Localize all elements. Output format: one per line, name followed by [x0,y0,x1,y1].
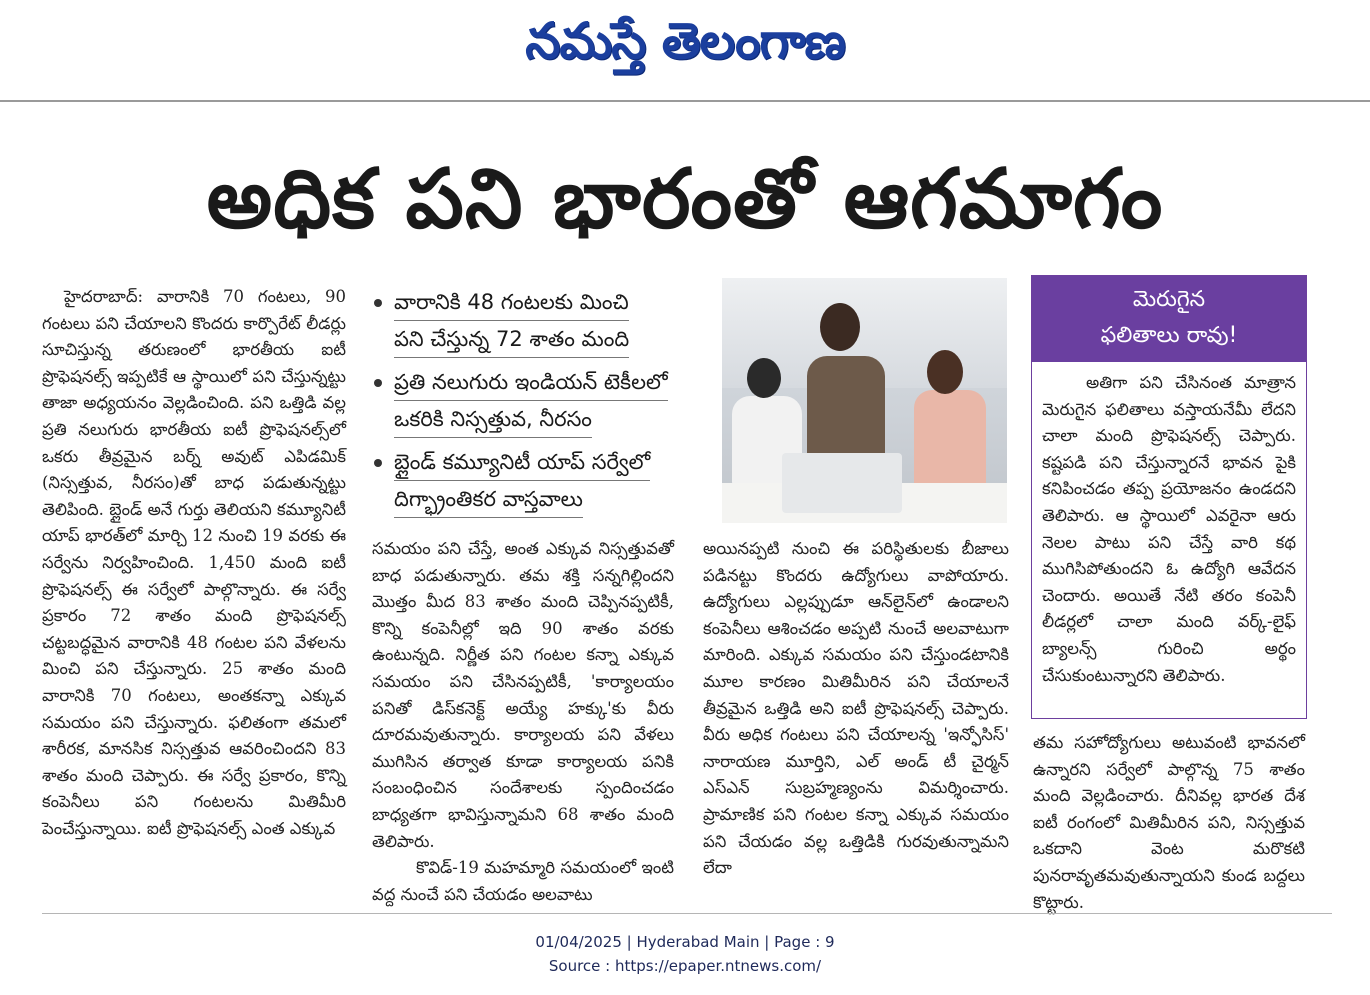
masthead [0,0,1370,102]
sidebar-text: అతిగా పని చేసినంత మాత్రాన మెరుగైన ఫలితాలు వస్తాయనేమీ లేదని చాలా మంది ప్రొఫెషనల్స్ చెప్పారు. కష్టపడి పని చేస్తున్నారనే భావన పైకి కనిపించడం తప్ప ప్రయోజనం ఉండదని తెలిపారు. ఆ స్థాయిలో ఎవరైనా ఆరు నెలల పాటు పని చేస్తే వారి కథ ముగిసిపోతుందని ఓ ఉద్యోగి ఆవేదన చెందారు. అయితే నేటి తరం కంపెనీ లీడర్లలో చాలా మంది వర్క్-లైఫ్ బ్యాలన్స్ గురించి అర్థం చేసుకుంటున్నారని తెలిపారు. [1042,373,1296,685]
photo-person-left-head [747,358,781,398]
photo-person-standing [807,356,885,466]
highlight-item [372,444,692,518]
sidebar-title [1032,276,1306,362]
article-paragraph: సమయం పని చేస్తే, అంత ఎక్కువ నిస్సత్తువతో బాధ పడుతున్నారు. తమ శక్తి సన్నగిల్లిందని మొత్తం మీద 83 శాతం మంది చెప్పినప్పటికీ, కొన్ని కంపెనీల్లో ఇది 90 శాతం వరకు ఉంటున్నది. నిర్ణీత పని గంటల కన్నా ఎక్కువ సమయం పని చేసినప్పటికీ, 'కార్యాలయం పనితో డిస్‌కనెక్ట్ అయ్యే హక్కు'కు వీరు దూరమవుతున్నారు. కార్యాలయ పని వేళలు ముగిసిన తర్వాత కూడా కార్యాలయ పనికి సంబంధించిన సందేశాలకు స్పందించడం బాధ్యతగా భావిస్తున్నామని 68 శాతం మంది తెలిపారు. [372,539,674,851]
article-column-3: అయినప్పటి నుంచి ఈ పరిస్థితులకు బీజాలు పడినట్టు కొందరు ఉద్యోగులు వాపోయారు. ఉద్యోగులు ఎల్లప్పుడూ ఆన్‌లైన్‌లో ఉండాలని కంపెనీలు ఆశించడం అప్పటి నుంచే అలవాటుగా మారింది. ఎక్కువ సమయం పని చేస్తుండటానికి మూల కారణం మితిమీరిన పని చేయాలనే తీవ్రమైన ఒత్తిడి అని ఐటీ ప్రొఫెషనల్స్ చెప్పారు. వీరు అధిక గంటలు పని చేయాలన్న 'ఇన్ఫోసిస్' నారాయణ మూర్తిని, ఎల్ అండ్ టీ చైర్మన్ ఎస్ఎన్ సుబ్రహ్మణ్యంను విమర్శించారు. ప్రామాణిక పని గంటల కన్నా ఎక్కువ సమయం పని చేయడం వల్ల ఒత్తిడికి గురవుతున్నామని లేదా [703,539,1009,878]
headline: అధిక పని భారంతో ఆగమాగం [206,152,1164,247]
newspaper-logo: నమస్తే తెలంగాణ [525,12,845,70]
article-paragraph: కొవిడ్-19 మహమ్మారి సమయంలో ఇంటి వద్ద నుంచే పని చేయడం అలవాటు [372,858,674,904]
article-column-1: హైదరాబాద్: వారానికి 70 గంటలు, 90 గంటలు పని చేయాలని కొందరు కార్పొరేట్ లీడర్లు సూచిస్తున్న తరుణంలో భారతీయ ఐటీ ప్రొఫెషనల్స్ ఇప్పటికే ఆ స్థాయిలో పని చేస్తున్నట్టు తాజా అధ్యయనం వెల్లడించింది. పని ఒత్తిడి వల్ల ప్రతి నలుగురు భారతీయ ఐటీ ప్రొఫెషనల్స్‌లో ఒకరు తీవ్రమైన బర్న్ అవుట్ ఎపిడమిక్ (నిస్సత్తువ, నీరసం)తో బాధ పడుతున్నట్టు తెలిపింది. బ్లైండ్ అనే గుర్తు తెలియని కమ్యూనిటీ యాప్ భారత్‌లో మార్చి 12 నుంచి 19 వరకు ఈ సర్వేను నిర్వహించింది. 1,450 మంది ఐటీ ప్రొఫెషనల్స్ ఈ సర్వేలో పాల్గొన్నారు. ఈ సర్వే ప్రకారం 72 శాతం మంది ప్రొఫెషనల్స్ చట్టబద్ధమైన వారానికి 48 గంటల పని వేళలను మించి పని చేస్తున్నారు. 25 శాతం మంది వారానికి 70 గంటలు, అంతకన్నా ఎక్కువ సమయం పని చేస్తున్నారు. ఫలితంగా తమలో శారీరక, మానసిక నిస్సత్తువ ఆవరించిందని 83 శాతం మంది చెప్పారు. ఈ సర్వే ప్రకారం, కొన్ని కంపెనీలు పని గంటలను మితిమీరి పెంచేస్తున్నాయి. ఐటీ ప్రొఫెషనల్స్ ఎంత ఎక్కువ [42,287,346,838]
footer-dateline: 01/04/2025 | Hyderabad Main | Page : 9 [535,933,835,951]
highlight-line: ఒకరికి నిస్సత్తువ, నీరసం [394,401,592,438]
highlight-item [372,284,692,358]
highlight-line: ప్రతి నలుగురు ఇండియన్ టెకీలలో [394,364,668,401]
article-column-2 [372,536,674,904]
bullet-icon [374,379,382,387]
sidebar-title-line: ఫలితాలు రావు! [1100,323,1238,348]
photo-person-standing-head [820,303,860,351]
bullet-icon [374,299,382,307]
highlight-line: బ్లైండ్ కమ్యూనిటీ యాప్ సర్వేలో [394,444,650,481]
highlight-item [372,364,692,438]
article-photo [722,278,1007,523]
highlight-line: వారానికి 48 గంటలకు మించి [394,284,629,321]
footer [0,930,1370,978]
article-column-4: తమ సహోద్యోగులు అటువంటి భావనలో ఉన్నారని సర్వేలో పాల్గొన్న 75 శాతం మంది వెల్లడించారు. దీనివల్ల భారత దేశ ఐటీ రంగంలో మితిమీరిన పని, నిస్సత్తువ ఒకదాని వెంట మరొకటి పునరావృతమవుతున్నాయని కుండ బద్దలు కొట్టారు. [1033,733,1305,912]
sidebar-title-line: మెరుగైన [1132,287,1206,312]
footer-source[interactable]: Source : https://epaper.ntnews.com/ [548,957,822,975]
photo-person-right [914,390,986,490]
bullet-icon [374,459,382,467]
photo-person-right-head [927,350,963,394]
highlight-line: పని చేస్తున్న 72 శాతం మంది [394,321,629,358]
footer-divider [42,913,1332,914]
highlight-line: దిగ్భ్రాంతికర వాస్తవాలు [394,481,583,518]
highlights-box [372,284,692,524]
photo-laptop [782,453,902,513]
sidebar-box [1031,275,1307,719]
